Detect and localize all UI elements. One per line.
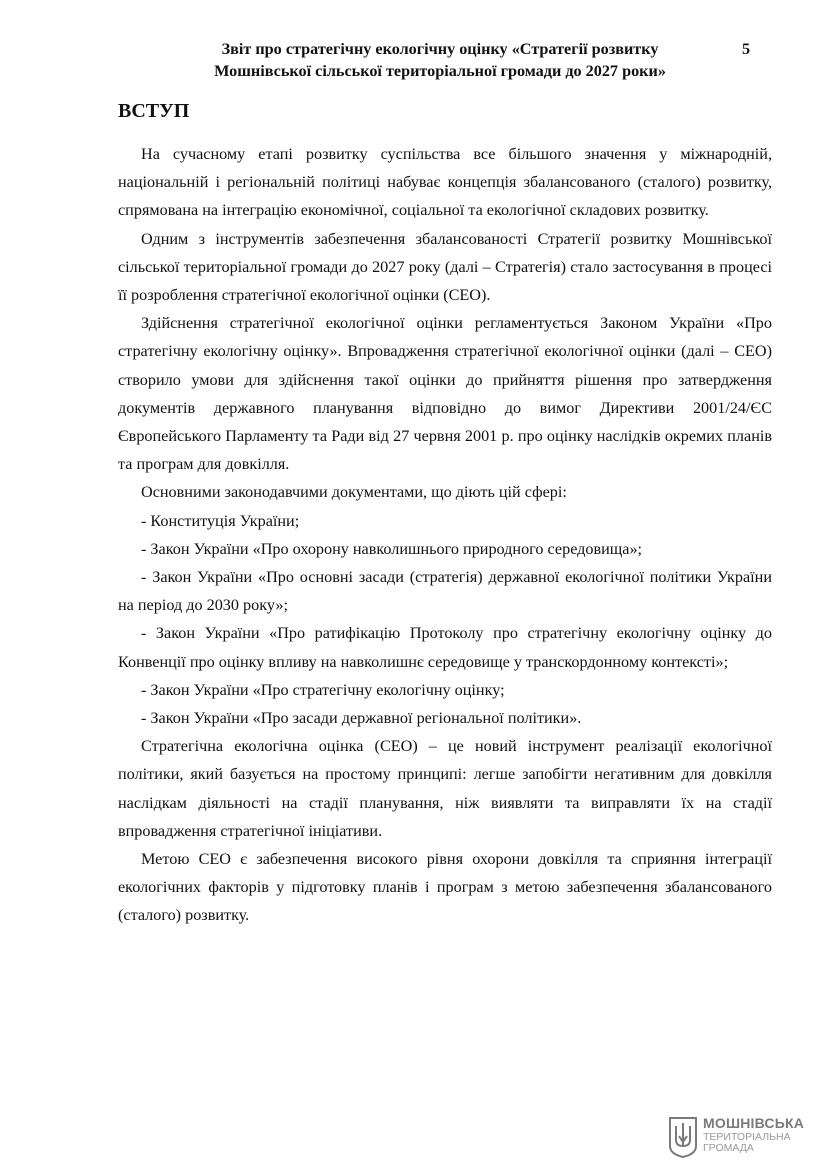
paragraph: На сучасному етапі розвитку суспільства все більшого значення у міжнародній, національній і регіональній політиці набуває концепція збалансованого (сталого) розвитку, спрямована на інтеграцію економічної, соціальної та екологічної складових розвитку. [118, 145, 772, 220]
section-title: ВСТУП [118, 100, 190, 122]
logo-line-3: ГРОМАДА [703, 1142, 754, 1154]
list-item: - Закон України «Про засади державної регіональної політики». [141, 709, 582, 728]
paragraph: Одним з інструментів забезпечення збалансованості Стратегії розвитку Мошнівської сільської територіальної громади до 2027 року (далі – Стратегія) стало застосування в процесі її розроблення стратегічної екологічної оцінки (СЕО). [118, 229, 772, 305]
paragraph: Метою СЕО є забезпечення високого рівня охорони довкілля та сприяння інтеграції екологічних факторів у підготовку планів і програм з метою забезпечення збалансованого (сталого) розвитку. [118, 850, 772, 925]
header-line-2: Мошнівської сільської територіальної громади до 2027 роки» [214, 62, 666, 80]
page-number: 5 [742, 40, 751, 58]
paragraph: Стратегічна екологічна оцінка (СЕО) – це новий інструмент реалізації екологічної політики, який базується на простому принципі: легше запобігти негативним для довкілля наслідкам діяльності на стадії планування, ніж виявляти та виправляти їх на стадії впровадження стратегічної ініціативи. [118, 737, 772, 840]
report-header [190, 38, 690, 82]
paragraph: Основними законодавчими документами, що діють цій сфері: [141, 483, 567, 502]
list-item: - Закон України «Про основні засади (стратегія) державної екологічної політики України на період до 2030 року»; [118, 568, 772, 615]
body-text [118, 140, 772, 930]
logo-name: МОШНІВСЬКА [703, 1115, 805, 1131]
list-item: - Закон України «Про охорону навколишнього природного середовища»; [141, 539, 643, 558]
logo-line-2: ТЕРИТОРІАЛЬНА [703, 1131, 791, 1143]
community-logo [668, 1116, 808, 1158]
paragraph: Здійснення стратегічної екологічної оцінки регламентується Законом України «Про стратегічну екологічну оцінку». Впровадження стратегічної екологічної оцінки (далі – СЕО) створило умови для здійснення такої оцінки до прийняття рішення про затвердження документів державного планування відповідно до вимог Директиви 2001/24/ЄС Європейського Парламенту та Ради від 27 червня 2001 р. про оцінку наслідків окремих планів та програм для довкілля. [118, 314, 772, 474]
list-item: - Закон України «Про стратегічну екологічну оцінку; [141, 680, 505, 699]
trident-emblem-icon [668, 1116, 698, 1158]
header-line-1: Звіт про стратегічну екологічну оцінку «Стратегії розвитку [221, 40, 659, 58]
list-item: - Конституція України; [141, 511, 300, 530]
list-item: - Закон України «Про ратифікацію Протоколу про стратегічну екологічну оцінку до Конвенції про оцінку впливу на навколишнє середовище у транскордонному контексті»; [118, 624, 772, 671]
